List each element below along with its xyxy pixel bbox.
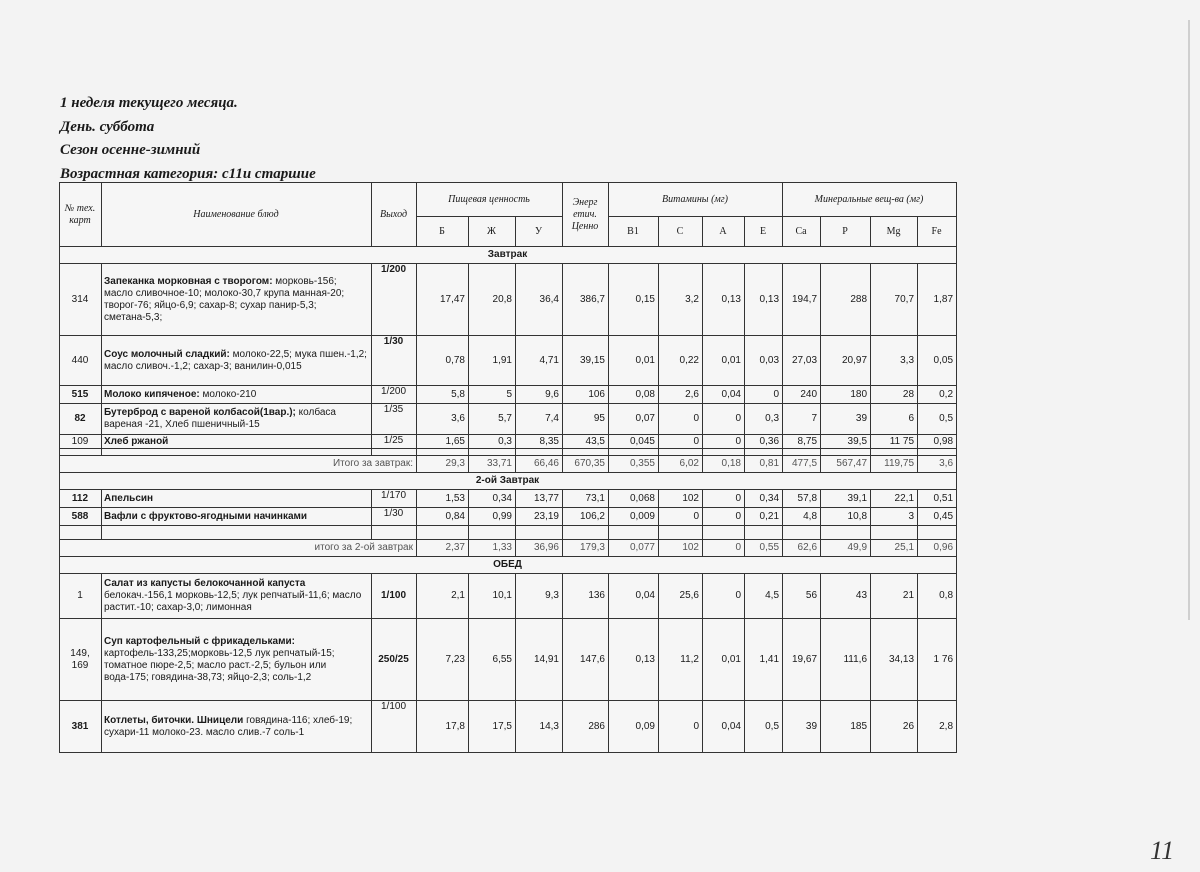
value-cell: 56 (783, 574, 821, 619)
table-row (60, 404, 957, 435)
value-cell: 95 (563, 404, 609, 435)
value-cell: 7 (783, 404, 821, 435)
spacer-cell (516, 449, 563, 456)
dish-cell (102, 574, 372, 619)
value-cell: 0,5 (745, 701, 783, 753)
value-cell: 0 (659, 508, 703, 526)
dish-cell (102, 435, 372, 449)
spacer-cell (372, 449, 417, 456)
value-cell: 39,5 (821, 435, 871, 449)
tech-card-number: 149, 169 (60, 619, 102, 701)
total-value-cell: 2,37 (417, 540, 469, 557)
section-lunch (60, 557, 957, 574)
header-vitamins: Витамины (мг) (609, 183, 783, 217)
value-cell: 27,03 (783, 336, 821, 386)
spacer-cell (871, 449, 918, 456)
table-row (60, 264, 957, 336)
value-cell: 0,2 (918, 386, 957, 404)
value-cell: 185 (821, 701, 871, 753)
value-cell: 0,09 (609, 701, 659, 753)
value-cell: 21 (871, 574, 918, 619)
yield-cell: 1/100 (372, 574, 417, 619)
spacer-cell (745, 526, 783, 540)
heading-age-category: Возрастная категория: с11и старшие (60, 165, 316, 182)
tech-card-number: 109 (60, 435, 102, 449)
value-cell: 39,15 (563, 336, 609, 386)
value-cell: 9,6 (516, 386, 563, 404)
value-cell: 70,7 (871, 264, 918, 336)
value-cell: 7,23 (417, 619, 469, 701)
value-cell: 0,068 (609, 490, 659, 508)
value-cell: 5 (469, 386, 516, 404)
value-cell: 1,53 (417, 490, 469, 508)
value-cell: 3,6 (417, 404, 469, 435)
value-cell: 4,71 (516, 336, 563, 386)
dish-name: Вафли с фруктово-ягодными начинками (104, 510, 308, 522)
value-cell: 0,04 (703, 386, 745, 404)
yield-cell: 250/25 (372, 619, 417, 701)
value-cell: 0,34 (469, 490, 516, 508)
value-cell: 3,3 (871, 336, 918, 386)
value-cell: 0,03 (745, 336, 783, 386)
total-value-cell: 567,47 (821, 456, 871, 473)
value-cell: 0,51 (918, 490, 957, 508)
breakfast-total-row (60, 456, 957, 473)
total-value-cell: 102 (659, 540, 703, 557)
header-col-1: Ж (469, 217, 516, 247)
dish-cell (102, 336, 372, 386)
dish-name: Молоко кипяченое: (104, 388, 200, 400)
value-cell: 4,5 (745, 574, 783, 619)
header-yield: Выход (372, 183, 417, 247)
value-cell: 0,01 (703, 336, 745, 386)
total-value-cell: 29,3 (417, 456, 469, 473)
value-cell: 106,2 (563, 508, 609, 526)
spacer-cell (372, 526, 417, 540)
spacer-cell (102, 449, 372, 456)
value-cell: 10,1 (469, 574, 516, 619)
value-cell: 17,5 (469, 701, 516, 753)
dish-cell (102, 386, 372, 404)
value-cell: 136 (563, 574, 609, 619)
spacer-cell (918, 526, 957, 540)
value-cell: 17,47 (417, 264, 469, 336)
value-cell: 0,045 (609, 435, 659, 449)
value-cell: 0,13 (609, 619, 659, 701)
total-value-cell: 670,35 (563, 456, 609, 473)
value-cell: 8,75 (783, 435, 821, 449)
spacer-cell (469, 449, 516, 456)
total-value-cell: 119,75 (871, 456, 918, 473)
yield-cell: 1/200 (372, 264, 417, 336)
yield-cell: 1/100 (372, 701, 417, 753)
value-cell: 28 (871, 386, 918, 404)
spacer-cell (102, 526, 372, 540)
spacer-cell (563, 449, 609, 456)
spacer-cell (60, 526, 102, 540)
yield-cell: 1/25 (372, 435, 417, 449)
header-nutrition: Пищевая ценность (417, 183, 563, 217)
yield-cell: 1/200 (372, 386, 417, 404)
value-cell: 17,8 (417, 701, 469, 753)
section-breakfast-title: Завтрак (60, 247, 957, 264)
total-value-cell: 0 (703, 540, 745, 557)
breakfast2-total-row-label: итого за 2-ой завтрак (60, 540, 417, 557)
table-row (60, 386, 957, 404)
value-cell: 25,6 (659, 574, 703, 619)
header-col-5: А (703, 217, 745, 247)
value-cell: 0,01 (609, 336, 659, 386)
value-cell: 43,5 (563, 435, 609, 449)
spacer-cell (783, 449, 821, 456)
value-cell: 13,77 (516, 490, 563, 508)
spacer-cell (417, 526, 469, 540)
dish-cell (102, 619, 372, 701)
value-cell: 20,8 (469, 264, 516, 336)
spacer-cell (659, 526, 703, 540)
dish-composition: молоко-210 (199, 388, 257, 400)
total-value-cell: 49,9 (821, 540, 871, 557)
dish-name: Суп картофельный с фрикадельками: (104, 635, 295, 647)
value-cell: 4,8 (783, 508, 821, 526)
spacer-cell (745, 449, 783, 456)
value-cell: 0 (703, 490, 745, 508)
dish-name: Бутерброд с вареной колбасой(1вар.); (104, 407, 296, 418)
header-col-2: У (516, 217, 563, 247)
value-cell: 11 75 (871, 435, 918, 449)
tech-card-number: 440 (60, 336, 102, 386)
dish-cell (102, 701, 372, 753)
dish-composition: морковь-156; масло сливочное-10; молоко-30,7 крупа манная-20; творог-76; яйцо-6,9; сахар-8; сухар панир-5,3; сметана-5,3; (104, 275, 345, 323)
yield-cell: 1/35 (372, 404, 417, 435)
dish-name: Соус молочный сладкий: (104, 348, 230, 360)
value-cell: 3 (871, 508, 918, 526)
value-cell: 0,04 (609, 574, 659, 619)
value-cell: 2,1 (417, 574, 469, 619)
dish-cell (102, 490, 372, 508)
spacer-cell (659, 449, 703, 456)
value-cell: 111,6 (821, 619, 871, 701)
value-cell: 73,1 (563, 490, 609, 508)
section-lunch-title: ОБЕД (60, 557, 957, 574)
total-value-cell: 0,96 (918, 540, 957, 557)
value-cell: 0,45 (918, 508, 957, 526)
dish-cell (102, 508, 372, 526)
value-cell: 39 (783, 701, 821, 753)
spacer-cell (609, 526, 659, 540)
tech-card-number: 82 (60, 404, 102, 435)
spacer-cell (821, 449, 871, 456)
header-minerals: Минеральные вещ-ва (мг) (783, 183, 957, 217)
value-cell: 3,2 (659, 264, 703, 336)
value-cell: 5,8 (417, 386, 469, 404)
header-col-10: Fe (918, 217, 957, 247)
tech-card-number: 588 (60, 508, 102, 526)
dish-composition: белокач.-156,1 морковь-12,5; лук репчатый-11,6; масло растит.-10; сахар-3,0; лимонная (104, 590, 362, 613)
value-cell: 1 76 (918, 619, 957, 701)
header-col-7: Са (783, 217, 821, 247)
header-energy: Энерг етич. Ценно (563, 183, 609, 247)
value-cell: 0 (703, 435, 745, 449)
value-cell: 0,34 (745, 490, 783, 508)
value-cell: 0 (745, 386, 783, 404)
heading-season: Сезон осенне-зимний (60, 142, 201, 158)
value-cell: 20,97 (821, 336, 871, 386)
dish-name: Апельсин (104, 492, 154, 504)
value-cell: 0,22 (659, 336, 703, 386)
value-cell: 0,009 (609, 508, 659, 526)
value-cell: 23,19 (516, 508, 563, 526)
total-value-cell: 62,6 (783, 540, 821, 557)
total-value-cell: 36,96 (516, 540, 563, 557)
value-cell: 22,1 (871, 490, 918, 508)
tech-card-number: 112 (60, 490, 102, 508)
value-cell: 0,8 (918, 574, 957, 619)
value-cell: 0,84 (417, 508, 469, 526)
table-row (60, 490, 957, 508)
value-cell: 36,4 (516, 264, 563, 336)
value-cell: 0,5 (918, 404, 957, 435)
value-cell: 2,8 (918, 701, 957, 753)
dish-composition: колбаса вареная -21, Хлеб пшеничный-15 (104, 407, 336, 430)
dish-cell (102, 404, 372, 435)
value-cell: 0 (659, 404, 703, 435)
total-value-cell: 1,33 (469, 540, 516, 557)
value-cell: 0,21 (745, 508, 783, 526)
total-value-cell: 477,5 (783, 456, 821, 473)
dish-composition: молоко-22,5; мука пшен.-1,2; масло сливоч.-1,2; сахар-3; ванилин-0,015 (104, 348, 367, 372)
value-cell: 0,07 (609, 404, 659, 435)
value-cell: 180 (821, 386, 871, 404)
value-cell: 106 (563, 386, 609, 404)
table-row (60, 574, 957, 619)
total-value-cell: 179,3 (563, 540, 609, 557)
total-value-cell: 0,077 (609, 540, 659, 557)
value-cell: 2,6 (659, 386, 703, 404)
value-cell: 43 (821, 574, 871, 619)
menu-table (59, 182, 957, 753)
dish-name: Котлеты, биточки. Шницели (104, 714, 244, 726)
spacer-cell (469, 526, 516, 540)
yield-cell: 1/30 (372, 508, 417, 526)
table-row (60, 701, 957, 753)
dish-composition: говядина-116; хлеб-19; сухари-11 молоко-23. масло слив.-7 соль-1 (104, 714, 353, 738)
value-cell: 1,65 (417, 435, 469, 449)
table-row (60, 508, 957, 526)
value-cell: 1,91 (469, 336, 516, 386)
value-cell: 14,91 (516, 619, 563, 701)
total-value-cell: 0,355 (609, 456, 659, 473)
total-value-cell: 6,02 (659, 456, 703, 473)
value-cell: 0,05 (918, 336, 957, 386)
section-breakfast2 (60, 473, 957, 490)
yield-cell: 1/30 (372, 336, 417, 386)
value-cell: 147,6 (563, 619, 609, 701)
spacer-cell (871, 526, 918, 540)
value-cell: 8,35 (516, 435, 563, 449)
spacer-cell (703, 449, 745, 456)
value-cell: 26 (871, 701, 918, 753)
value-cell: 0,99 (469, 508, 516, 526)
total-value-cell: 25,1 (871, 540, 918, 557)
header-col-3: В1 (609, 217, 659, 247)
table-row (60, 336, 957, 386)
value-cell: 1,87 (918, 264, 957, 336)
value-cell: 10,8 (821, 508, 871, 526)
value-cell: 194,7 (783, 264, 821, 336)
value-cell: 9,3 (516, 574, 563, 619)
header-col-4: С (659, 217, 703, 247)
spacer-row (60, 526, 957, 540)
value-cell: 0 (703, 404, 745, 435)
spacer-cell (516, 526, 563, 540)
dish-name: Запеканка морковная с творогом: (104, 275, 273, 287)
table-row (60, 435, 957, 449)
value-cell: 0,15 (609, 264, 659, 336)
spacer-cell (417, 449, 469, 456)
tech-card-number: 314 (60, 264, 102, 336)
table-row (60, 619, 957, 701)
value-cell: 0,01 (703, 619, 745, 701)
value-cell: 6,55 (469, 619, 516, 701)
value-cell: 0,04 (703, 701, 745, 753)
spacer-cell (60, 449, 102, 456)
header-col-8: Р (821, 217, 871, 247)
value-cell: 0,08 (609, 386, 659, 404)
value-cell: 386,7 (563, 264, 609, 336)
spacer-cell (703, 526, 745, 540)
value-cell: 19,67 (783, 619, 821, 701)
total-value-cell: 33,71 (469, 456, 516, 473)
value-cell: 34,13 (871, 619, 918, 701)
page-edge (1188, 20, 1190, 620)
dish-composition: картофель-133,25;морковь-12,5 лук репчатый-15; томатное пюре-2,5; масло раст.-2,5; бульон или вода-175; говядина-38,73; яйцо-2,3; соль-1,2 (104, 647, 335, 683)
value-cell: 39 (821, 404, 871, 435)
tech-card-number: 515 (60, 386, 102, 404)
header-tech-card: № тех. карт (60, 183, 102, 247)
total-value-cell: 66,46 (516, 456, 563, 473)
table-header-row (60, 183, 957, 217)
header-col-0: Б (417, 217, 469, 247)
page-number: 11 (1150, 836, 1175, 865)
yield-cell: 1/170 (372, 490, 417, 508)
value-cell: 11,2 (659, 619, 703, 701)
value-cell: 0,78 (417, 336, 469, 386)
breakfast2-total-row (60, 540, 957, 557)
value-cell: 286 (563, 701, 609, 753)
value-cell: 0 (659, 435, 703, 449)
value-cell: 0,13 (745, 264, 783, 336)
section-breakfast (60, 247, 957, 264)
value-cell: 0,13 (703, 264, 745, 336)
value-cell: 6 (871, 404, 918, 435)
section-breakfast2-title: 2-ой Завтрак (60, 473, 957, 490)
header-col-6: Е (745, 217, 783, 247)
dish-name: Хлеб ржаной (104, 435, 169, 447)
value-cell: 240 (783, 386, 821, 404)
total-value-cell: 0,18 (703, 456, 745, 473)
value-cell: 0,98 (918, 435, 957, 449)
value-cell: 0 (659, 701, 703, 753)
value-cell: 0,3 (469, 435, 516, 449)
value-cell: 14,3 (516, 701, 563, 753)
spacer-cell (563, 526, 609, 540)
spacer-cell (609, 449, 659, 456)
heading-week: 1 неделя текущего месяца. (60, 95, 238, 111)
spacer-row (60, 449, 957, 456)
dish-cell (102, 264, 372, 336)
menu-heading (60, 92, 500, 186)
heading-day: День. суббота (60, 118, 155, 135)
spacer-cell (821, 526, 871, 540)
spacer-cell (918, 449, 957, 456)
value-cell: 102 (659, 490, 703, 508)
breakfast-total-row-label: Итого за завтрак: (60, 456, 417, 473)
tech-card-number: 381 (60, 701, 102, 753)
total-value-cell: 0,55 (745, 540, 783, 557)
value-cell: 5,7 (469, 404, 516, 435)
total-value-cell: 3,6 (918, 456, 957, 473)
value-cell: 39,1 (821, 490, 871, 508)
value-cell: 1,41 (745, 619, 783, 701)
value-cell: 0,36 (745, 435, 783, 449)
value-cell: 7,4 (516, 404, 563, 435)
tech-card-number: 1 (60, 574, 102, 619)
value-cell: 0 (703, 508, 745, 526)
value-cell: 0 (703, 574, 745, 619)
spacer-cell (783, 526, 821, 540)
header-col-9: Mg (871, 217, 918, 247)
value-cell: 0,3 (745, 404, 783, 435)
value-cell: 288 (821, 264, 871, 336)
header-dish-name: Наименование блюд (102, 183, 372, 247)
total-value-cell: 0,81 (745, 456, 783, 473)
dish-name: Салат из капусты белокочанной капуста (104, 578, 306, 589)
value-cell: 57,8 (783, 490, 821, 508)
